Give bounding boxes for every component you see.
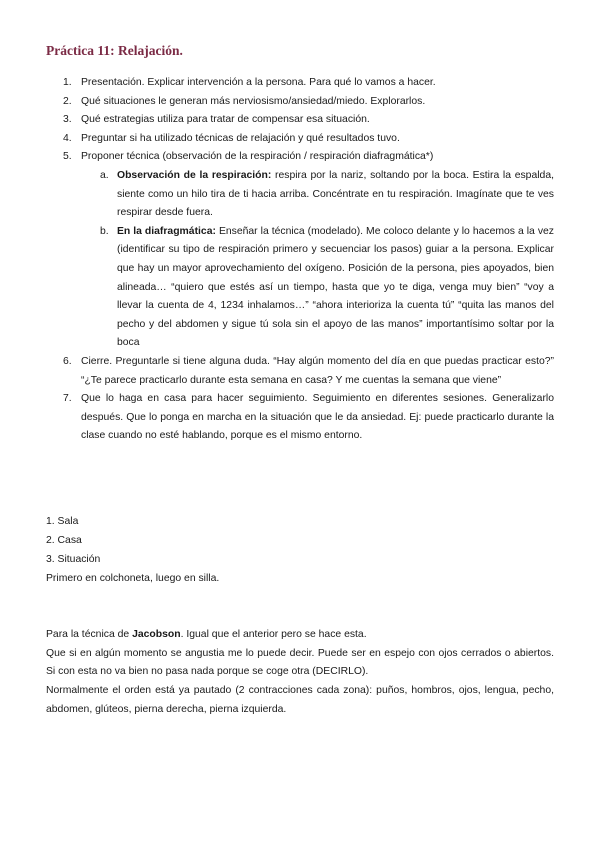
- item-number: 3.: [63, 114, 72, 126]
- item-text: Qué estrategias utiliza para tratar de compensar esa situación.: [81, 114, 370, 126]
- numbered-list: [46, 74, 554, 446]
- sub-item-letter: a.: [100, 169, 109, 181]
- item-text: Que lo haga en casa para hacer seguimiento. Seguimiento en diferentes sesiones. Generalizarlo después. Que lo ponga en marcha en la situación que le da ansiedad. Ej: puede practicarlo durante la clase cuando no esté hablando, porque es el mismo entorno.: [81, 393, 554, 442]
- item-text: Preguntar si ha utilizado técnicas de relajación y qué resultados tuvo.: [81, 132, 400, 144]
- list-item: [46, 93, 554, 112]
- item-text: Qué situaciones le generan más nerviosismo/ansiedad/miedo. Explorarlos.: [81, 95, 426, 107]
- jacobson-name: Jacobson: [132, 629, 181, 640]
- item-text: Cierre. Preguntarle si tiene alguna duda. “Hay algún momento del día en que puedas practicar esto?” “¿Te parece practicarlo durante esta semana en casa? Y me cuentas la semana que viene”: [81, 355, 554, 386]
- jacobson-paragraph: Que si en algún momento se angustia me lo puede decir. Puede ser en espejo con ojos cerrados o abiertos. Si con esta no va bien no pasa nada porque se coge otra (DECIRLO).: [46, 647, 554, 678]
- list-item: [46, 390, 554, 446]
- jacobson-section: [46, 626, 554, 720]
- sub-item-label: En la diafragmática:: [117, 225, 216, 237]
- item-number: 4.: [63, 132, 72, 144]
- sub-item-text: Enseñar la técnica (modelado). Me coloco delante y lo hacemos a la vez (identificar su tipo de respiración primero y secuenciar los pasos) guiar a la persona. Explicar que hay un mayor aprovechamiento del oxígeno. Posición de la persona, pies apoyados, bien alineada… “quiero que estés así un tiempo, hasta que yo te diga, venga muy bien” “voy a llevar la cuenta de 4, 1234 inhalamos…” “ahora interioriza la cuenta tú” “quita las manos del pecho y del abdomen y sigue tú sola sin el apoyo de las manos” importantísimo soltar por la boca: [117, 225, 554, 349]
- item-number: 2.: [63, 95, 72, 107]
- list-item: [46, 130, 554, 149]
- list-item: [46, 74, 554, 93]
- item-number: 5.: [63, 151, 72, 163]
- jacobson-suffix: . Igual que el anterior pero se hace esta.: [180, 629, 367, 640]
- jacobson-intro: [46, 626, 554, 645]
- place-item: 1. Sala: [46, 516, 79, 527]
- place-item: 2. Casa: [46, 535, 82, 546]
- jacobson-prefix: Para la técnica de: [46, 629, 133, 640]
- sub-item-label: Observación de la respiración:: [117, 169, 272, 181]
- places-note: Primero en colchoneta, luego en silla.: [46, 573, 220, 584]
- places-section: [46, 512, 554, 588]
- item-text: Proponer técnica (observación de la respiración / respiración diafragmática*): [81, 151, 434, 163]
- sub-list-item: [46, 223, 554, 353]
- page-title: Práctica 11: Relajación.: [46, 43, 183, 58]
- sub-item-text: respira por la nariz, soltando por la boca. Estira la espalda, siente como un hilo tira de ti hacia arriba. Concéntrate en tu respiración. Imagínate que te ves respirar desde fuera.: [117, 169, 554, 219]
- jacobson-order: Normalmente el orden está ya pautado (2 contracciones cada zona): puños, hombros, ojos, lengua, pecho, abdomen, glúteos, pierna derecha, pierna izquierda.: [46, 685, 554, 715]
- sub-list-item: [46, 167, 554, 223]
- item-number: 6.: [63, 355, 72, 367]
- item-number: 7.: [63, 393, 72, 405]
- item-number: 1.: [63, 77, 72, 88]
- item-text: Presentación. Explicar intervención a la persona. Para qué lo vamos a hacer.: [81, 77, 436, 88]
- list-item: [46, 353, 554, 390]
- sub-item-letter: b.: [100, 225, 109, 237]
- list-item: [46, 148, 554, 167]
- list-item: [46, 111, 554, 130]
- place-item: 3. Situación: [46, 554, 101, 565]
